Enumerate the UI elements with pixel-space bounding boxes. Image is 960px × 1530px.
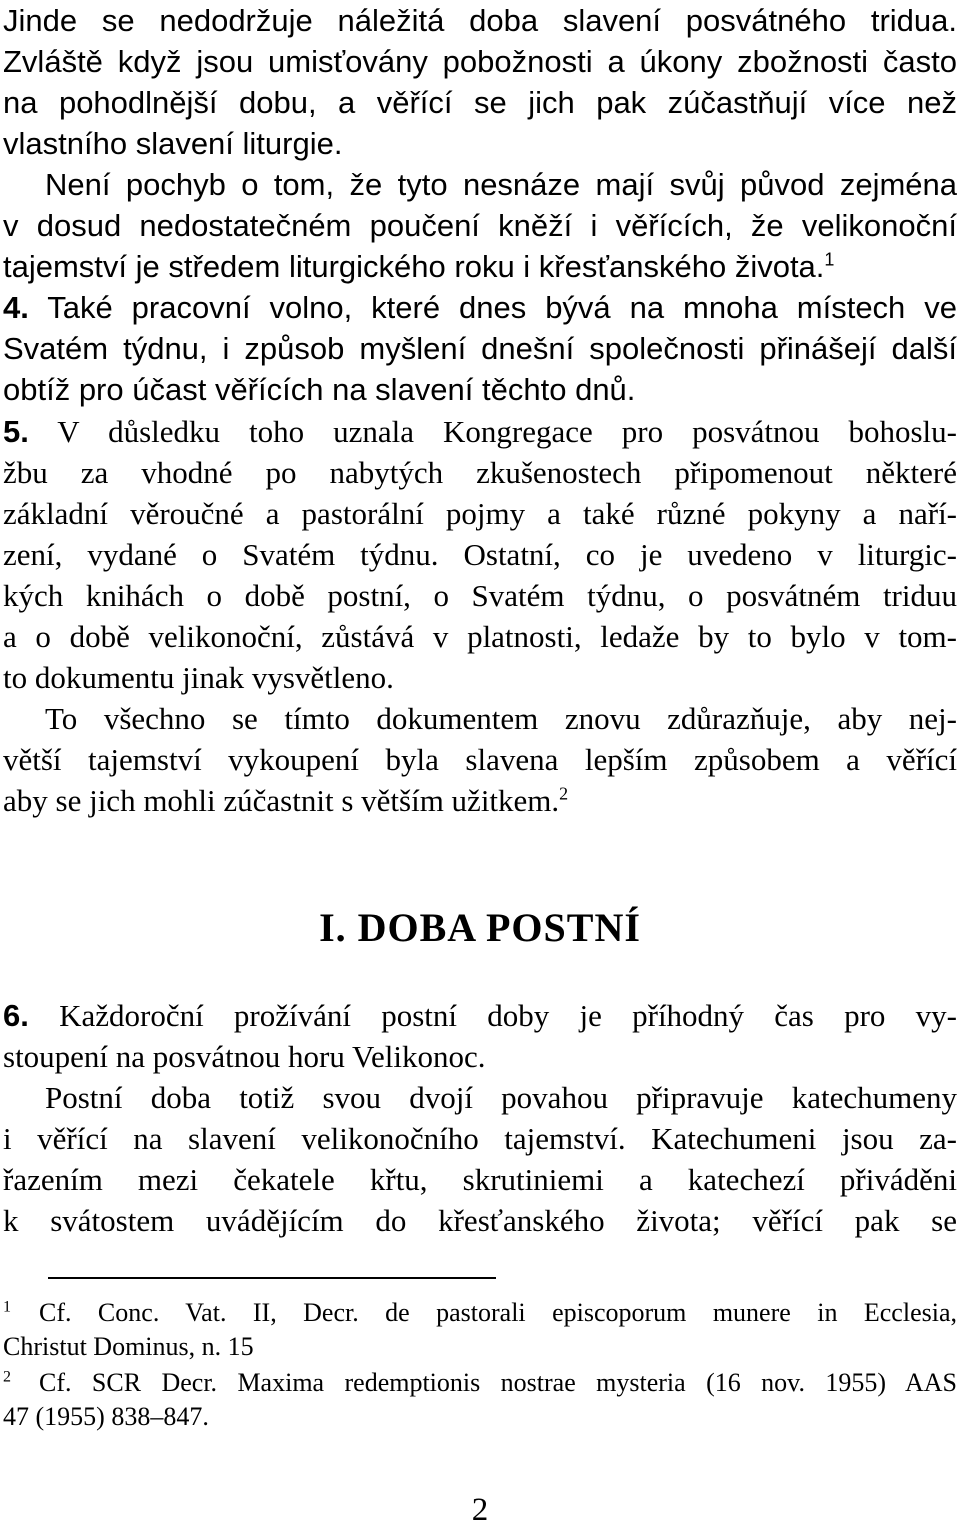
body-line: To všechno se tímto dokumentem znovu zdůrazňuje, aby nej- <box>45 701 957 736</box>
footnote-separator <box>48 1277 496 1279</box>
paragraph-number: 6. <box>3 998 29 1033</box>
footnote-marker: 1 <box>3 1298 11 1316</box>
body-line: to dokumentu jinak vysvětleno. <box>3 660 394 695</box>
paragraph-5-line: 5. V důsledku toho uznala Kongregace pro posvátnou bohoslu- <box>3 414 957 449</box>
footnote-1: $^1$ Cf. Conc. Vat. II, Decr. de pastorali episcoporum munere in Ecclesia, <box>3 1298 957 1327</box>
footnote-2-continued: 47 (1955) 838–847. <box>3 1402 209 1431</box>
body-line: na pohodlnější dobu, a věřící se jich pak zúčastňují více než <box>3 85 957 120</box>
footnote-ref: 1 <box>824 249 835 270</box>
paragraph-number: 4. <box>3 290 29 325</box>
body-line: vlastního slavení liturgie. <box>3 126 343 161</box>
footnote-1-continued: Christut Dominus, n. 15 <box>3 1332 254 1361</box>
paragraph-4-line: 4. Také pracovní volno, které dnes bývá na mnoha místech ve <box>3 290 957 325</box>
section-heading: I. DOBA POSTNÍ <box>319 905 641 950</box>
body-line: řazením mezi čekatele křtu, skrutiniemi a katechezí přiváděni <box>3 1162 957 1197</box>
body-line: Zvláště když jsou umisťovány pobožnosti a úkony zbožnosti často <box>3 44 957 79</box>
footnote-2: $^2$ Cf. SCR Decr. Maxima redemptionis nostrae mysteria (16 nov. 1955) AAS <box>3 1368 957 1397</box>
body-line: větší tajemství vykoupení byla slavena lepším způsobem a věřící <box>3 742 957 777</box>
page-number: 2 <box>471 1492 489 1528</box>
body-line: v dosud nedostatečném poučení kněží i věřících, že velikonoční <box>3 208 957 243</box>
footnote-marker: 2 <box>3 1368 11 1386</box>
body-line: stoupení na posvátnou horu Velikonoc. <box>3 1039 486 1074</box>
body-line: k svátostem uvádějícím do křesťanského života; věřící pak se <box>3 1203 957 1238</box>
body-line: zení, vydané o Svatém týdnu. Ostatní, co je uvedeno v liturgic- <box>3 537 957 572</box>
body-line: Svatém týdnu, i způsob myšlení dnešní společnosti přinášejí další <box>3 331 957 366</box>
paragraph-number: 5. <box>3 414 29 449</box>
body-line: Není pochyb o tom, že tyto nesnáze mají svůj původ zejména <box>45 167 957 202</box>
body-line: obtíž pro účast věřících na slavení těchto dnů. <box>3 372 636 407</box>
body-line: Jinde se nedodržuje náležitá doba slavení posvátného tridua. <box>3 3 957 38</box>
body-line: kých knihách o době postní, o Svatém týdnu, o posvátném triduu <box>3 578 957 613</box>
body-line: Postní doba totiž svou dvojí povahou připravuje katechumeny <box>45 1080 957 1115</box>
body-line: žbu za vhodné po nabytých zkušenostech připomenout některé <box>3 455 957 490</box>
body-line: tajemství je středem liturgického roku i křesťanského života.$^1$ <box>3 249 835 284</box>
body-line: základní věroučné a pastorální pojmy a také různé pokyny a naří- <box>3 496 957 531</box>
body-line: aby se jich mohli zúčastnit s větším užitkem.$^2$ <box>3 783 569 818</box>
body-line: a o době velikonoční, zůstává v platnosti, ledaže by to bylo v tom- <box>3 619 957 654</box>
paragraph-6-line: 6. Každoroční prožívání postní doby je příhodný čas pro vy- <box>3 998 957 1033</box>
footnote-ref: 2 <box>559 783 569 804</box>
body-line: i věřící na slavení velikonočního tajemství. Katechumeni jsou za- <box>3 1121 957 1156</box>
